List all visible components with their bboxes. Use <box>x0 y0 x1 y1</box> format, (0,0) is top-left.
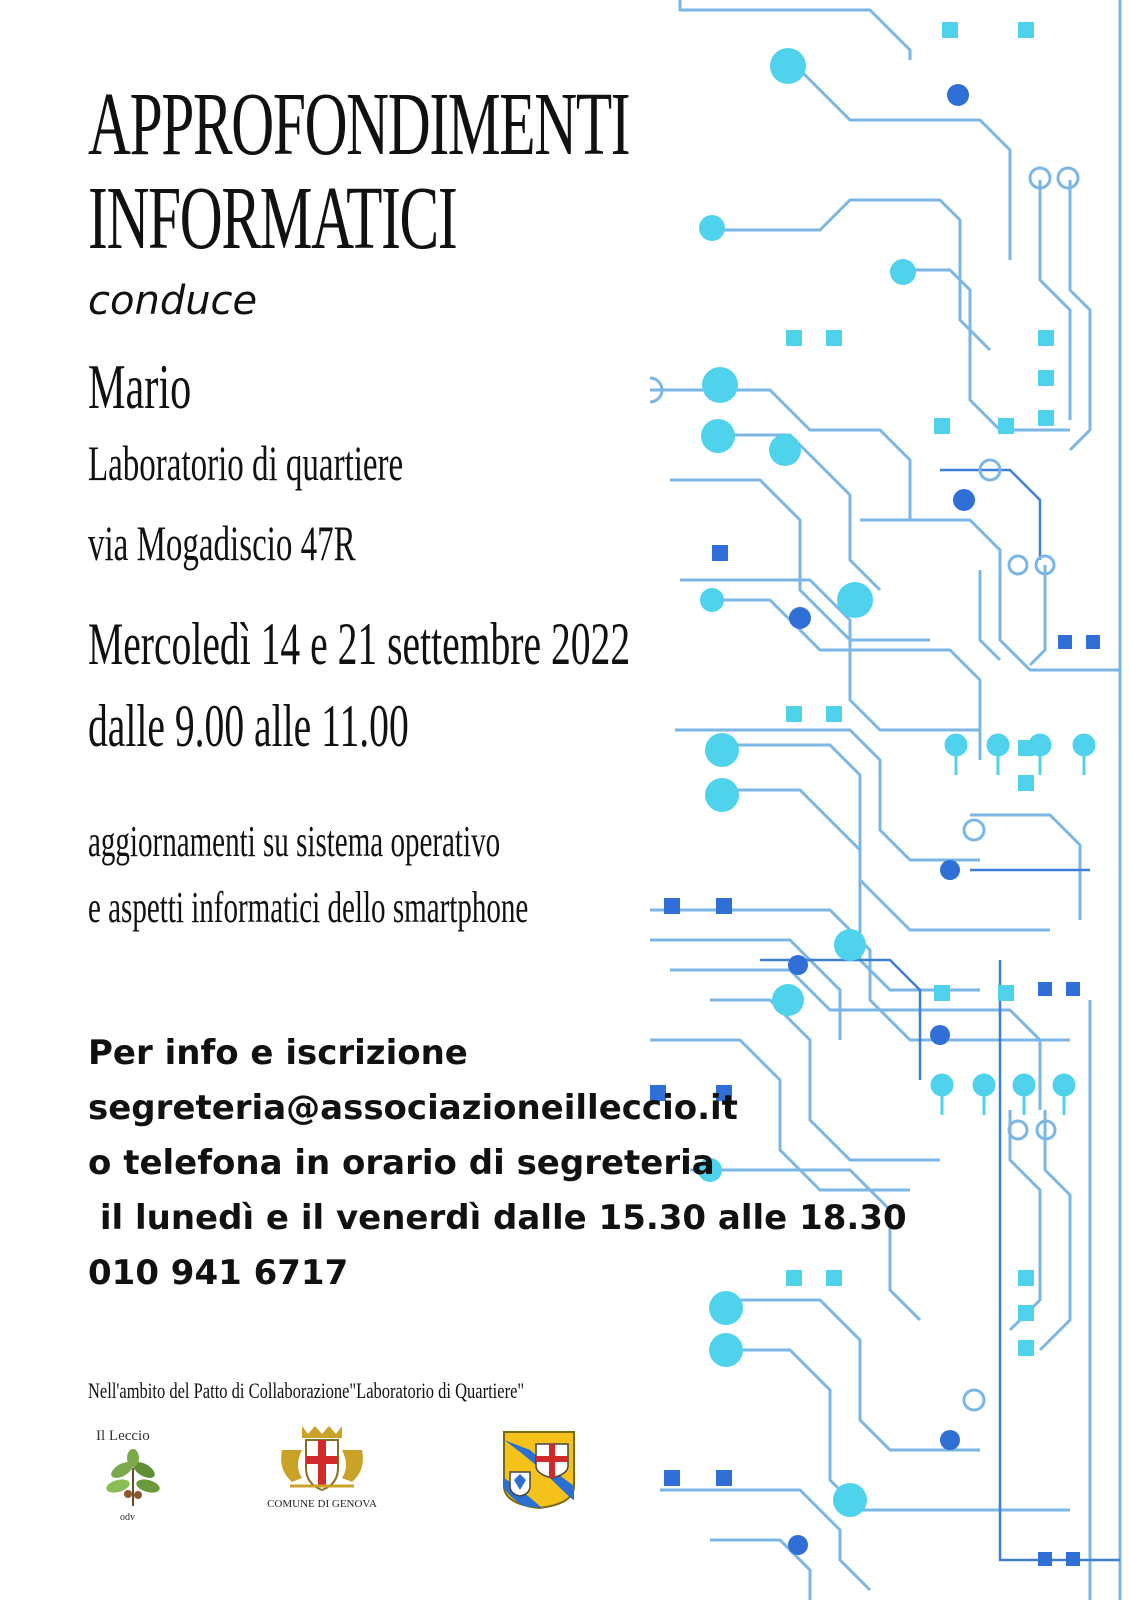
topic-line-1: aggiornamenti su sistema operativo <box>88 817 501 866</box>
leccio-logo-sub: odv <box>120 1512 135 1523</box>
comune-logo-label: COMUNE DI GENOVA <box>267 1498 377 1510</box>
genova-crest-icon <box>272 1420 372 1492</box>
title-line-2: INFORMATICI <box>88 169 457 268</box>
oak-leaf-icon <box>98 1448 168 1510</box>
municipio-crest-logo <box>502 1430 576 1510</box>
event-hours: dalle 9.00 alle 11.00 <box>88 693 409 759</box>
contact-phone[interactable]: 010 941 6717 <box>88 1253 349 1293</box>
footer-note: Nell'ambito del Patto di Collaborazione"Laboratorio di Quartiere" <box>88 1378 525 1403</box>
il-leccio-logo <box>92 1428 172 1528</box>
venue-address: via Mogadiscio 47R <box>88 515 356 571</box>
presenter-name: Mario <box>88 351 192 422</box>
leccio-logo-name: Il Leccio <box>96 1428 150 1444</box>
topic-line-2: e aspetti informatici dello smartphone <box>88 883 529 932</box>
circuit-board-decoration <box>650 0 1131 1600</box>
contact-info <box>88 1026 907 1301</box>
comune-genova-logo <box>262 1420 382 1518</box>
conduce-label: conduce <box>88 278 258 324</box>
contact-email[interactable]: segreteria@associazioneilleccio.it <box>88 1088 738 1128</box>
contact-office-hours: il lunedì e il venerdì dalle 15.30 alle 18.30 <box>88 1198 907 1238</box>
municipio-shield-icon <box>502 1430 576 1510</box>
event-title <box>88 75 630 268</box>
contact-heading: Per info e iscrizione <box>88 1033 468 1073</box>
title-line-1: APPROFONDIMENTI <box>88 75 630 174</box>
contact-phone-note: o telefona in orario di segreteria <box>88 1143 715 1183</box>
event-dates: Mercoledì 14 e 21 settembre 2022 <box>88 611 631 677</box>
venue-name: Laboratorio di quartiere <box>88 435 404 491</box>
